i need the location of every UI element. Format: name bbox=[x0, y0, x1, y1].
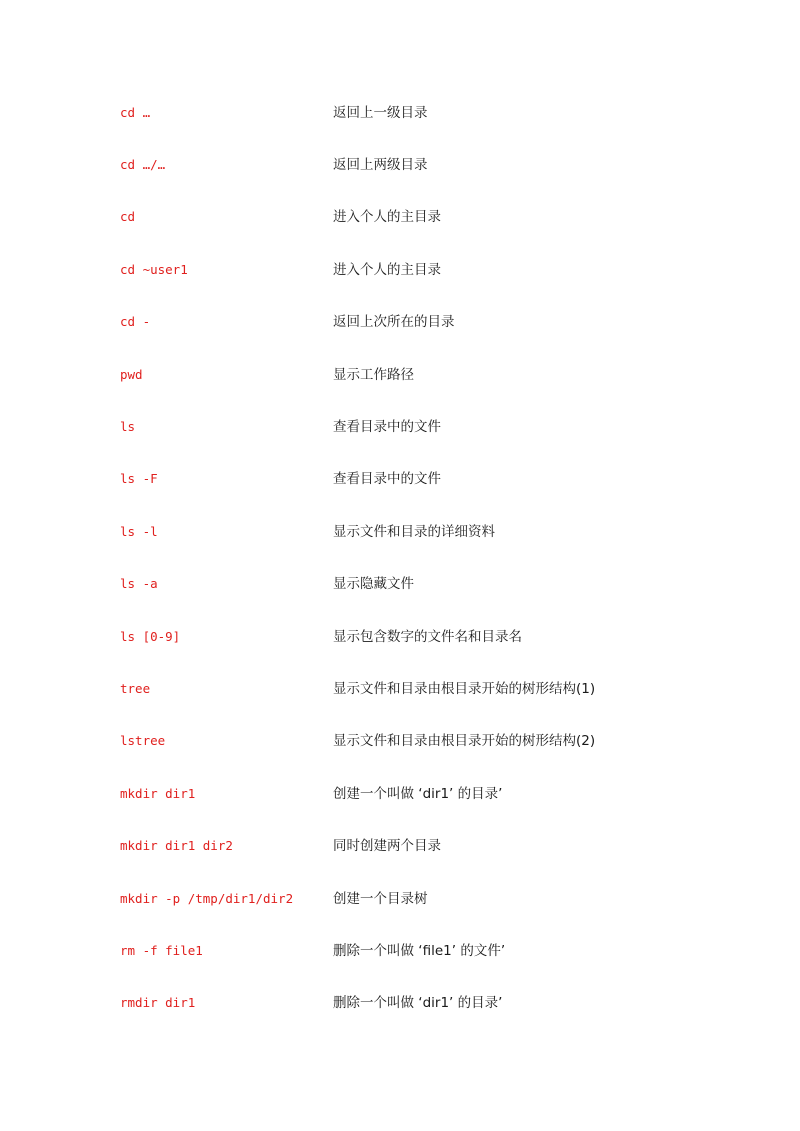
command-description: 创建一个叫做 ‘dir1’ 的目录’ bbox=[333, 786, 503, 802]
command-text: ls -a bbox=[120, 576, 158, 591]
command-text: ls bbox=[120, 419, 136, 434]
command-description: 显示隐藏文件 bbox=[333, 576, 414, 592]
command-text: cd …/… bbox=[120, 157, 166, 172]
command-row bbox=[0, 520, 800, 544]
command-row bbox=[0, 572, 800, 596]
command-description: 进入个人的主目录 bbox=[333, 262, 441, 278]
command-row bbox=[0, 205, 800, 229]
command-description: 显示包含数字的文件名和目录名 bbox=[333, 629, 522, 645]
command-text: pwd bbox=[120, 367, 143, 382]
command-row bbox=[0, 153, 800, 177]
command-description: 显示文件和目录由根目录开始的树形结构(1) bbox=[333, 681, 596, 697]
command-text: mkdir dir1 dir2 bbox=[120, 838, 233, 853]
command-description: 显示文件和目录由根目录开始的树形结构(2) bbox=[333, 733, 596, 749]
command-row bbox=[0, 782, 800, 806]
command-row bbox=[0, 467, 800, 491]
command-description: 返回上一级目录 bbox=[333, 105, 428, 121]
command-description: 查看目录中的文件 bbox=[333, 471, 441, 487]
command-row bbox=[0, 991, 800, 1015]
command-description: 显示文件和目录的详细资料 bbox=[333, 524, 495, 540]
command-row bbox=[0, 729, 800, 753]
command-text: ls [0-9] bbox=[120, 629, 181, 644]
command-text: ls -l bbox=[120, 524, 158, 539]
command-text: cd - bbox=[120, 314, 151, 329]
command-description: 进入个人的主目录 bbox=[333, 209, 441, 225]
command-text: tree bbox=[120, 681, 151, 696]
command-text: rmdir dir1 bbox=[120, 995, 196, 1010]
command-text: lstree bbox=[120, 733, 166, 748]
command-text: cd ~user1 bbox=[120, 262, 188, 277]
command-row bbox=[0, 258, 800, 282]
command-text: mkdir -p /tmp/dir1/dir2 bbox=[120, 891, 294, 906]
command-text: mkdir dir1 bbox=[120, 786, 196, 801]
command-row bbox=[0, 101, 800, 125]
command-row bbox=[0, 310, 800, 334]
command-text: ls -F bbox=[120, 471, 158, 486]
command-row bbox=[0, 887, 800, 911]
command-row bbox=[0, 834, 800, 858]
command-row bbox=[0, 677, 800, 701]
command-description: 创建一个目录树 bbox=[333, 891, 428, 907]
command-text: cd bbox=[120, 209, 136, 224]
command-description: 返回上次所在的目录 bbox=[333, 314, 455, 330]
command-row bbox=[0, 415, 800, 439]
command-text: rm -f file1 bbox=[120, 943, 203, 958]
command-row bbox=[0, 939, 800, 963]
command-description: 显示工作路径 bbox=[333, 367, 414, 383]
command-row bbox=[0, 363, 800, 387]
command-row bbox=[0, 625, 800, 649]
command-description: 同时创建两个目录 bbox=[333, 838, 441, 854]
command-description: 删除一个叫做 ‘dir1’ 的目录’ bbox=[333, 995, 503, 1011]
command-description: 查看目录中的文件 bbox=[333, 419, 441, 435]
command-text: cd … bbox=[120, 105, 151, 120]
command-description: 删除一个叫做 ‘file1’ 的文件’ bbox=[333, 943, 506, 959]
command-description: 返回上两级目录 bbox=[333, 157, 428, 173]
